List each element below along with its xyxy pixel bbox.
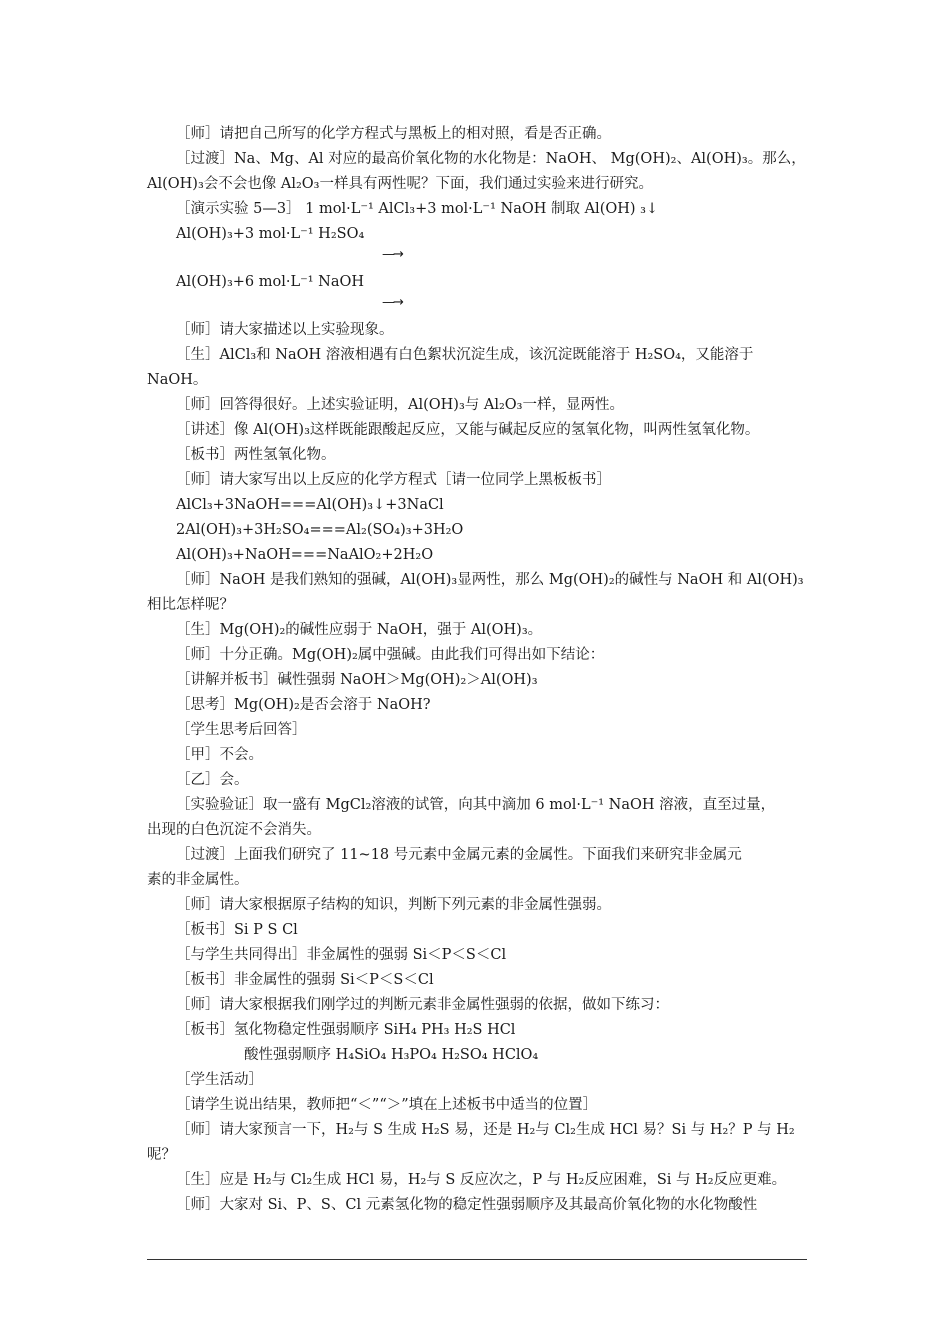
text-line: ［生］AlCl₃和 NaOH 溶液相遇有白色絮状沉淀生成，该沉淀既能溶于 H₂SO₄，又能溶于 [176, 347, 754, 363]
text-line: ［师］请大家预言一下，H₂与 S 生成 H₂S 易，还是 H₂与 Cl₂生成 HCl 易？Si 与 H₂？P 与 H₂ [176, 1122, 795, 1138]
text-line: Al(OH)₃+NaOH===NaAlO₂+2H₂O [176, 547, 434, 563]
text-line: ［演示实验 5—3］ 1 mol·L⁻¹ AlCl₃+3 mol·L⁻¹ NaOH 制取 Al(OH) ₃↓ [176, 201, 659, 217]
text-line: ［实验验证］取一盛有 MgCl₂溶液的试管，向其中滴加 6 mol·L⁻¹ NaOH 溶液，直至过量， [176, 797, 776, 813]
text-line: ［请学生说出结果，教师把“＜”“＞”填在上述板书中适当的位置］ [176, 1097, 598, 1113]
text-line: 出现的白色沉淀不会消失。 [147, 822, 321, 838]
text-line: Al(OH)₃会不会也像 Al₂O₃一样具有两性呢？下面，我们通过实验来进行研究。 [147, 176, 653, 192]
text-line: 酸性强弱顺序 H₄SiO₄ H₃PO₄ H₂SO₄ HClO₄ [244, 1047, 539, 1063]
reaction-arrow: —→ [382, 295, 402, 310]
text-line: ［甲］不会。 [176, 747, 263, 763]
text-line: ［师］请大家描述以上实验现象。 [176, 322, 394, 338]
text-line: ［讲解并板书］碱性强弱 NaOH＞Mg(OH)₂＞Al(OH)₃ [176, 672, 538, 688]
text-line: ［与学生共同得出］非金属性的强弱 Si＜P＜S＜Cl [176, 947, 507, 963]
reaction-text: Al(OH)₃+3 mol·L⁻¹ H₂SO₄ [176, 226, 365, 242]
text-line: ［师］请大家根据我们刚学过的判断元素非金属性强弱的依据，做如下练习： [176, 997, 669, 1013]
text-line: ［生］Mg(OH)₂的碱性应弱于 NaOH，强于 Al(OH)₃。 [176, 622, 543, 638]
text-line: ［乙］会。 [176, 772, 249, 788]
text-line: ［师］请大家写出以上反应的化学方程式［请一位同学上黑板板书］ [176, 472, 611, 488]
text-line: ［板书］两性氢氧化物。 [176, 447, 336, 463]
text-line: ［师］回答得很好。上述实验证明，Al(OH)₃与 Al₂O₃一样，显两性。 [176, 397, 624, 413]
text-line: ［思考］Mg(OH)₂是否会溶于 NaOH? [176, 697, 431, 713]
text-line: ［学生思考后回答］ [176, 722, 307, 738]
document-body [147, 122, 807, 1218]
text-line: ［讲述］像 Al(OH)₃这样既能跟酸起反应，又能与碱起反应的氢氧化物，叫两性氢氧化物。 [176, 422, 760, 438]
text-line: ［板书］非金属性的强弱 Si＜P＜S＜Cl [176, 972, 434, 988]
text-line: ［过渡］上面我们研究了 11~18 号元素中金属元素的金属性。下面我们来研究非金属元 [176, 847, 742, 863]
text-line: ［板书］氢化物稳定性强弱顺序 SiH₄ PH₃ H₂S HCl [176, 1022, 516, 1038]
text-line: 2Al(OH)₃+3H₂SO₄===Al₂(SO₄)₃+3H₂O [176, 522, 464, 538]
text-line: 呢？ [147, 1147, 176, 1163]
text-line: ［板书］Si P S Cl [176, 922, 298, 938]
text-line: ［师］请把自己所写的化学方程式与黑板上的相对照，看是否正确。 [176, 126, 611, 142]
reaction-arrow: —→ [382, 247, 402, 262]
text-line: ［师］请大家根据原子结构的知识，判断下列元素的非金属性强弱。 [176, 897, 611, 913]
text-line: AlCl₃+3NaOH===Al(OH)₃↓+3NaCl [176, 497, 444, 513]
text-line: ［师］大家对 Si、P、S、Cl 元素氢化物的稳定性强弱顺序及其最高价氧化物的水化物酸性 [176, 1197, 758, 1213]
text-line: ［师］十分正确。Mg(OH)₂属中强碱。由此我们可得出如下结论： [176, 647, 605, 663]
text-line: NaOH。 [147, 372, 208, 388]
text-line: ［生］应是 H₂与 Cl₂生成 HCl 易，H₂与 S 反应次之，P 与 H₂反应困难，Si 与 H₂反应更难。 [176, 1172, 787, 1188]
text-line: 素的非金属性。 [147, 872, 249, 888]
text-line: ［师］NaOH 是我们熟知的强碱，Al(OH)₃显两性，那么 Mg(OH)₂的碱性与 NaOH 和 Al(OH)₃ [176, 572, 804, 588]
reaction-line [147, 270, 807, 318]
text-line: ［学生活动］ [176, 1072, 263, 1088]
text-line: 相比怎样呢？ [147, 597, 234, 613]
reaction-line [147, 222, 807, 270]
reaction-text: Al(OH)₃+6 mol·L⁻¹ NaOH [176, 274, 365, 290]
text-line: ［过渡］Na、Mg、Al 对应的最高价氧化物的水化物是：NaOH、 Mg(OH)₂、Al(OH)₃。那么， [176, 151, 806, 167]
footer-rule [147, 1259, 807, 1260]
